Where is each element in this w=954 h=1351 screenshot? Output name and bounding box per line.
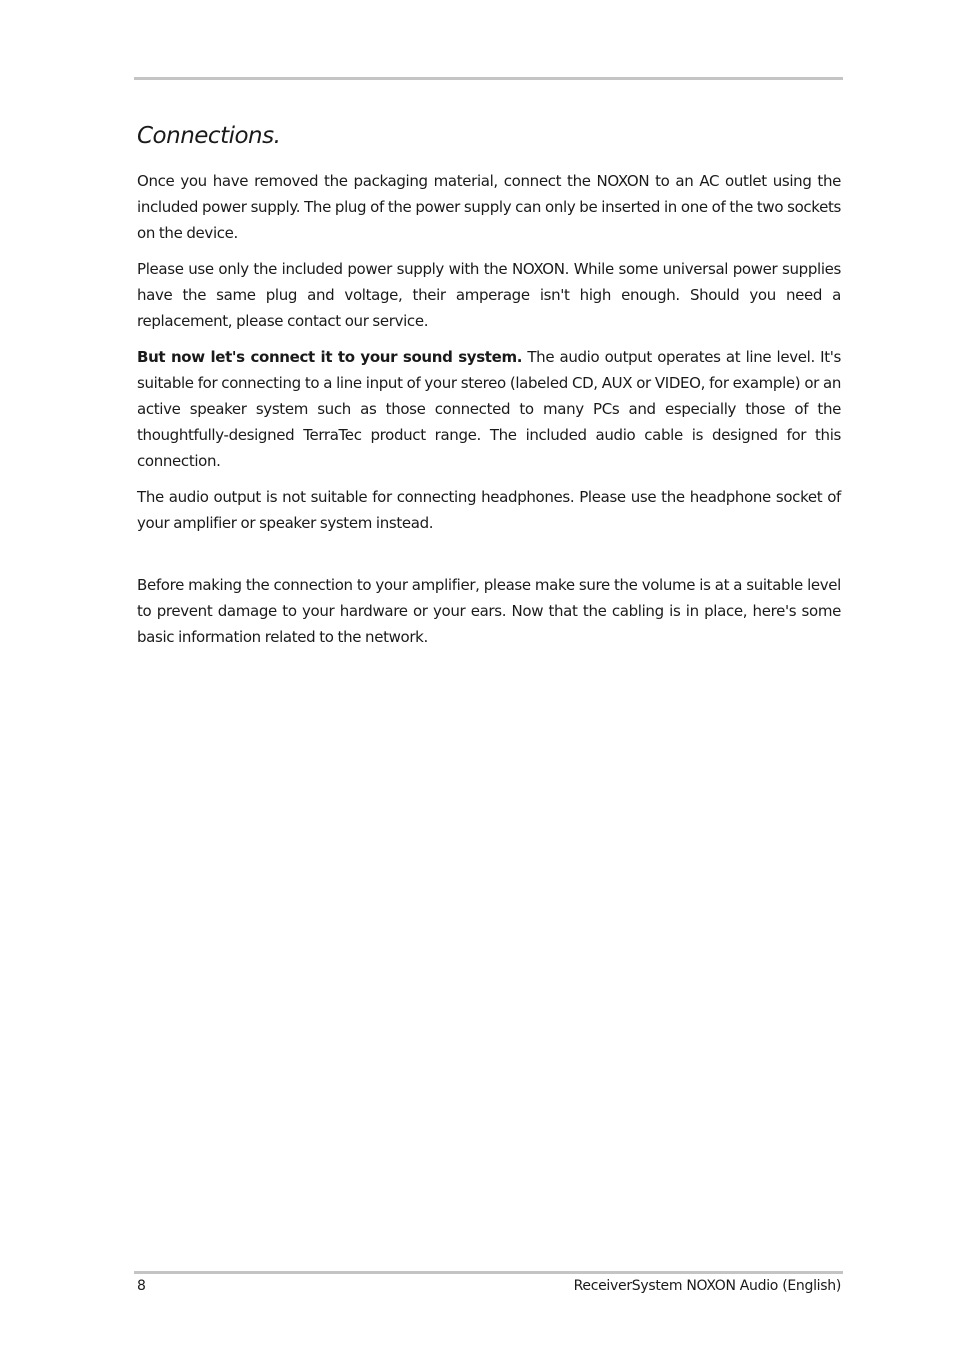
paragraph-text: Before making the connection to your amplifier, please make sure the volume is at a suitable level to prevent damage to your hardware or your ears. Now that the cabling is in place, here's some basic information related to the network. <box>137 576 841 646</box>
paragraph-headphones <box>137 484 841 536</box>
paragraph-volume-warning <box>137 572 841 650</box>
paragraph-unpacking <box>137 168 841 246</box>
paragraph-power-supply <box>137 256 841 334</box>
header-rule <box>134 77 843 80</box>
page-footer <box>137 1276 841 1296</box>
paragraph-lead: But now let's connect it to your sound system. <box>137 348 523 366</box>
footer-rule <box>134 1271 843 1274</box>
paragraph-sound-system <box>137 344 841 474</box>
footer-document-title: ReceiverSystem NOXON Audio (English) <box>573 1278 841 1294</box>
paragraph-text: Please use only the included power supply with the NOXON. While some universal power supplies have the same plug and voltage, their amperage isn't high enough. Should you need a replacement, please contact our service. <box>137 260 841 330</box>
paragraph-text: Once you have removed the packaging material, connect the NOXON to an AC outlet using the included power supply. The plug of the power supply can only be inserted in one of the two sockets on the device. <box>137 172 841 242</box>
page-content <box>137 118 841 660</box>
paragraph-text: The audio output is not suitable for connecting headphones. Please use the headphone socket of your amplifier or speaker system instead. <box>137 488 841 532</box>
paragraph-text: The audio output operates at line level. It's suitable for connecting to a line input of your stereo (labeled CD, AUX or VIDEO, for example) or an active speaker system such as those connected to many PCs and especially those of the thoughtfully-designed TerraTec product range. The included audio cable is designed for this connection. <box>137 348 841 470</box>
page-title: Connections. <box>137 123 281 149</box>
page-number: 8 <box>137 1278 146 1294</box>
